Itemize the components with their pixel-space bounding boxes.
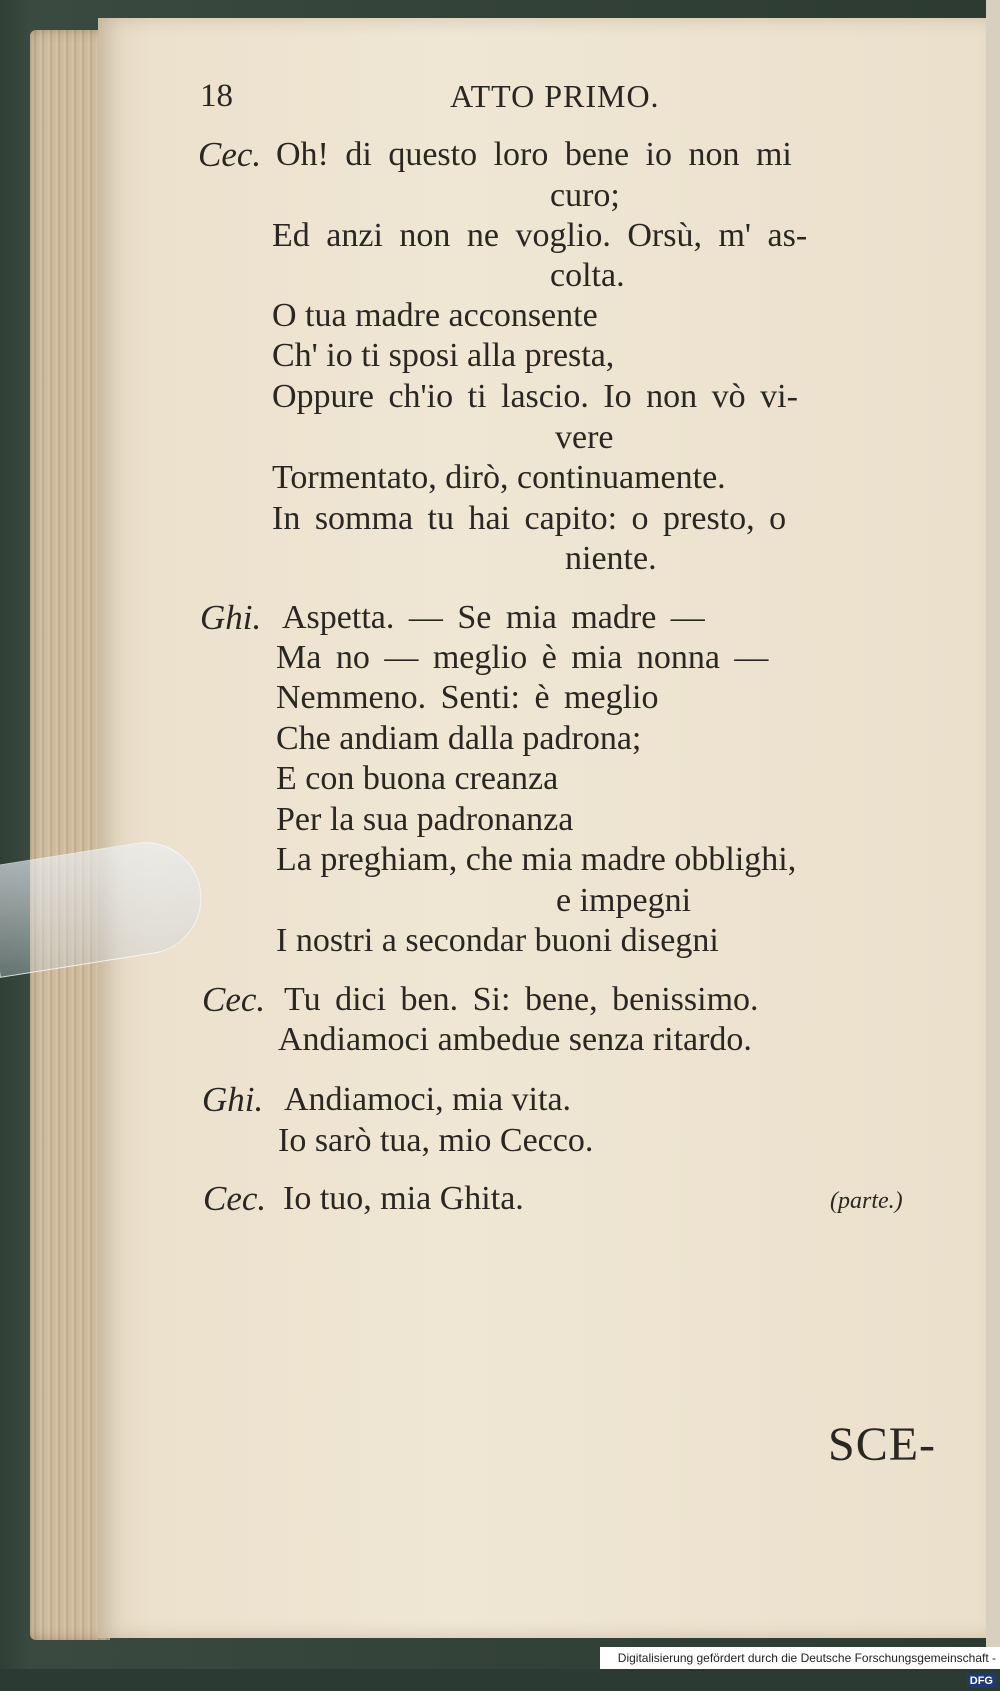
verse-line: Io tuo, mia Ghita. (283, 1180, 524, 1217)
running-head: ATTO PRIMO. (450, 78, 660, 114)
verse-line: Tormentato, dirò, continuamente. (272, 459, 726, 496)
verse-line: Aspetta. — Se mia madre — (282, 599, 705, 636)
stage-direction: (parte.) (830, 1188, 903, 1214)
verse-line: Ch' io ti sposi alla presta, (272, 337, 615, 374)
verse-line: In somma tu hai capito: o presto, o (272, 500, 787, 537)
dfg-logo: DFG (967, 1674, 996, 1688)
verse-line: La preghiam, che mia madre obblighi, (276, 841, 797, 878)
verse-line: Che andiam dalla padrona; (276, 720, 642, 757)
verse-line: Oh! di questo loro bene io non mi (276, 136, 792, 173)
verse-line: Oppure ch'io ti lascio. Io non vò vi- (272, 378, 798, 415)
adjacent-page-strip (986, 0, 1000, 1669)
verse-line: Ed anzi non ne voglio. Orsù, m' as- (272, 217, 808, 254)
verse-line: curo; (550, 177, 620, 214)
verse-line: niente. (565, 540, 657, 577)
verse-line: Per la sua padronanza (276, 801, 574, 838)
speaker-ghi: Ghi. (202, 1080, 264, 1119)
footer-text: Digitalisierung gefördert durch die Deutsche Forschungsgemeinschaft - (617, 1651, 996, 1665)
digitization-footer (600, 1647, 1000, 1687)
verse-line: vere (555, 419, 614, 456)
verse-line: Nemmeno. Senti: è meglio (276, 679, 659, 716)
verse-line: Io sarò tua, mio Cecco. (278, 1122, 594, 1159)
catchword: SCE- (828, 1418, 937, 1471)
verse-line: O tua madre acconsente (272, 297, 598, 334)
speaker-cec: Cec. (202, 980, 266, 1019)
verse-line: Ma no — meglio è mia nonna — (276, 639, 769, 676)
page-number: 18 (200, 78, 233, 114)
verse-line: e impegni (556, 882, 692, 919)
verse-line: Andiamoci ambedue senza ritardo. (278, 1021, 752, 1058)
verse-line: E con buona creanza (276, 760, 559, 797)
verse-line: Andiamoci, mia vita. (284, 1081, 572, 1118)
speaker-cec: Cec. (203, 1179, 267, 1218)
speaker-ghi: Ghi. (200, 598, 262, 637)
verse-line: colta. (550, 257, 625, 294)
verse-line: Tu dici ben. Si: bene, benissimo. (284, 981, 759, 1018)
speaker-cec: Cec. (198, 135, 262, 174)
verse-line: I nostri a secondar buoni disegni (276, 922, 719, 959)
